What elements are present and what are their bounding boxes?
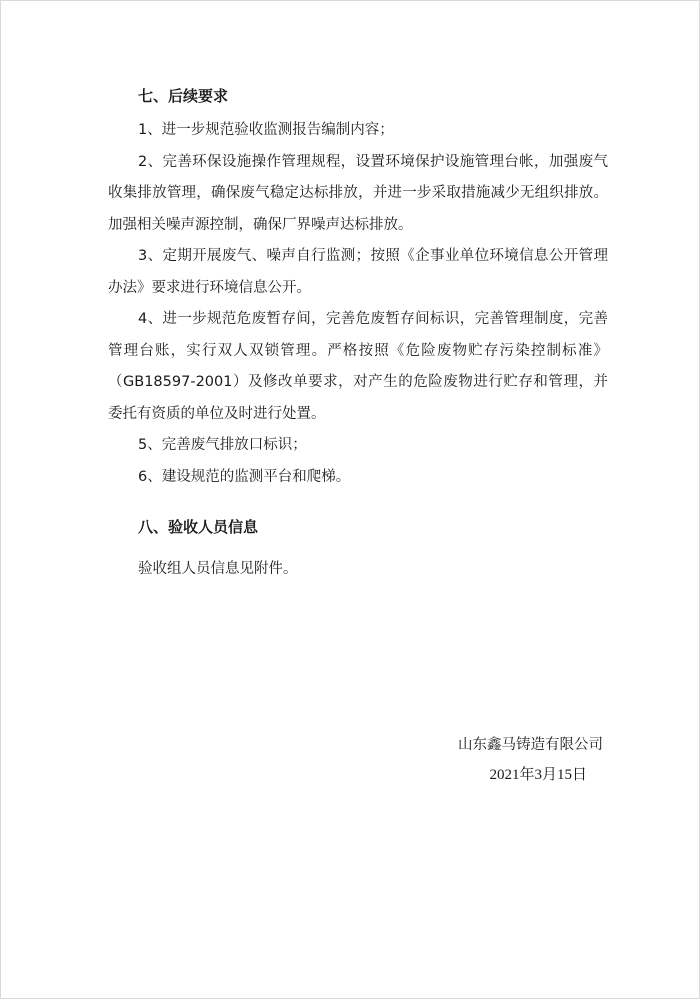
signature-block <box>458 730 603 790</box>
section-7-item-3: 3、定期开展废气、噪声自行监测；按照《企事业单位环境信息公开管理办法》要求进行环境信息公开。 <box>108 248 608 296</box>
section-7-item-5: 5、完善废气排放口标识； <box>138 437 307 453</box>
section-8-title: 八、验收人员信息 <box>138 518 259 536</box>
section-7-item-2: 2、完善环保设施操作管理规程，设置环境保护设施管理台帐，加强废气收集排放管理，确保废气稳定达标排放，并进一步采取措施减少无组织排放。加强相关噪声源控制，确保厂界噪声达标排放。 <box>108 153 608 233</box>
signature-company: 山东鑫马铸造有限公司 <box>458 737 603 753</box>
section-7-title: 七、后续要求 <box>138 87 229 105</box>
section-7-item-6: 6、建设规范的监测平台和爬梯。 <box>138 468 351 485</box>
section-7-item-4: 4、进一步规范危废暂存间，完善危废暂存间标识，完善管理制度，完善管理台账，实行双人双锁管理。严格按照《危险废物贮存污染控制标准》（GB18597-2001）及修改单要求，对产生的危险废物进行贮存和管理，并委托有资质的单位及时进行处置。 <box>108 311 608 422</box>
document-body <box>108 83 608 586</box>
signature-date: 2021年3月15日 <box>489 767 587 783</box>
section-8-text: 验收组人员信息见附件。 <box>138 561 298 577</box>
section-7-item-1: 1、进一步规范验收监测报告编制内容； <box>138 122 394 138</box>
